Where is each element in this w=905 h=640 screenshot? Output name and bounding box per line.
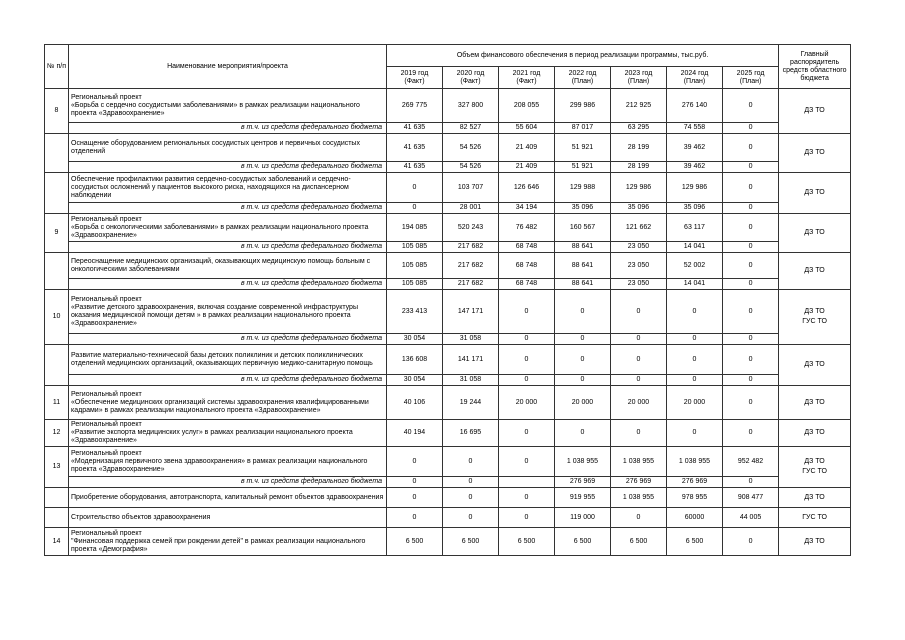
item-name-heading: Региональный проект [71, 93, 142, 101]
distributor-name: ДЗ ТО [804, 398, 825, 406]
federal-value-cell: 28 001 [443, 203, 499, 214]
value-cell: 0 [723, 528, 779, 556]
value-cell: 0 [387, 447, 443, 477]
federal-value-cell: 74 558 [667, 123, 723, 134]
value-cell: 299 986 [555, 89, 611, 123]
item-name-text: Развитие материально-технической базы детских поликлиник и детских поликлинических отделений медицинских организаций, оказывающих первичную медико-санитарную помощь [71, 351, 373, 367]
federal-value-cell: 39 462 [667, 162, 723, 173]
value-cell: 978 955 [667, 488, 723, 508]
federal-value-cell: 34 194 [499, 203, 555, 214]
distributor-name: ДЗ ТО [804, 189, 825, 196]
distributor-cell [779, 89, 851, 134]
row-number [45, 488, 69, 508]
federal-value-cell: 51 921 [555, 162, 611, 173]
item-name-heading: Региональный проект [71, 449, 142, 457]
item-name [69, 508, 387, 528]
item-name [69, 447, 387, 477]
item-name-text: «Обеспечение медицинских организаций системы здравоохранения квалифицированными кадрами» в рамках реализации национального проекта «Здравоохранение» [71, 398, 369, 414]
value-cell: 28 199 [611, 134, 667, 162]
value-cell: 19 244 [443, 386, 499, 420]
value-cell: 76 482 [499, 214, 555, 242]
value-cell: 0 [723, 253, 779, 279]
header-year-label: 2024 год [680, 69, 709, 77]
federal-value-cell: 28 199 [611, 162, 667, 173]
value-cell: 6 500 [387, 528, 443, 556]
distributor-name: ДЗ ТО [804, 267, 825, 274]
value-cell: 51 921 [555, 134, 611, 162]
federal-budget-label: в т.ч. из средств федерального бюджета [69, 375, 387, 386]
value-cell: 20 000 [499, 386, 555, 420]
item-name-heading: Региональный проект [71, 390, 142, 398]
value-cell: 60000 [667, 508, 723, 528]
value-cell: 0 [387, 173, 443, 203]
header-year-type: (План) [683, 77, 706, 85]
header-distributor: Главный распорядитель средств областного бюджета [779, 45, 851, 89]
federal-budget-label: в т.ч. из средств федерального бюджета [69, 477, 387, 488]
value-cell: 44 005 [723, 508, 779, 528]
value-cell: 0 [723, 386, 779, 420]
federal-value-cell: 31 058 [443, 375, 499, 386]
item-name [69, 214, 387, 242]
value-cell: 0 [611, 420, 667, 447]
distributor-cell [779, 447, 851, 488]
header-year [443, 67, 499, 89]
distributor-name: ГУС ТО [802, 318, 827, 325]
value-cell: 63 117 [667, 214, 723, 242]
value-cell: 0 [499, 488, 555, 508]
table-row [45, 89, 851, 123]
value-cell: 21 409 [499, 134, 555, 162]
value-cell: 41 635 [387, 134, 443, 162]
federal-value-cell: 0 [611, 375, 667, 386]
header-year-label: 2025 год [736, 69, 765, 77]
distributor-cell [779, 420, 851, 447]
row-number: 8 [45, 89, 69, 134]
row-number: 10 [45, 290, 69, 345]
item-name-text: Оснащение оборудованием региональных сосудистых центров и первичных сосудистых отделений [71, 139, 360, 155]
header-no: № п/п [45, 45, 69, 89]
federal-value-cell: 276 969 [611, 477, 667, 488]
federal-row [45, 334, 851, 345]
header-year-label: 2020 год [456, 69, 485, 77]
row-number: 12 [45, 420, 69, 447]
federal-value-cell: 35 096 [555, 203, 611, 214]
header-year [555, 67, 611, 89]
value-cell: 20 000 [611, 386, 667, 420]
federal-budget-label: в т.ч. из средств федерального бюджета [69, 334, 387, 345]
federal-budget-label: в т.ч. из средств федерального бюджета [69, 203, 387, 214]
row-number [45, 508, 69, 528]
distributor-cell [779, 386, 851, 420]
value-cell: 6 500 [555, 528, 611, 556]
federal-value-cell: 217 682 [443, 279, 499, 290]
federal-value-cell: 23 050 [611, 242, 667, 253]
value-cell: 0 [499, 447, 555, 477]
federal-value-cell: 88 641 [555, 279, 611, 290]
row-number [45, 345, 69, 386]
header-year-label: 2023 год [624, 69, 653, 77]
federal-value-cell [499, 477, 555, 488]
distributor-name: ДЗ ТО [804, 229, 825, 236]
header-year-type: (План) [739, 77, 762, 85]
value-cell: 217 682 [443, 253, 499, 279]
value-cell: 0 [667, 420, 723, 447]
header-year-type: (Факт) [460, 77, 481, 85]
item-name [69, 528, 387, 556]
value-cell: 68 748 [499, 253, 555, 279]
federal-value-cell: 35 096 [611, 203, 667, 214]
value-cell: 194 085 [387, 214, 443, 242]
header-volume: Объем финансового обеспечения в период реализации программы, тыс.руб. [387, 45, 779, 67]
value-cell: 269 775 [387, 89, 443, 123]
federal-value-cell: 30 054 [387, 375, 443, 386]
item-name-text: Обеспечение профилактики развития сердечно-сосудистых заболеваний и сердечно-сосудистых осложнений у пациентов высокого риска, находящихся на диспансерном наблюдении [71, 175, 351, 199]
distributor-cell [779, 214, 851, 253]
federal-budget-label: в т.ч. из средств федерального бюджета [69, 279, 387, 290]
value-cell: 0 [723, 345, 779, 375]
table-row [45, 290, 851, 334]
value-cell: 88 641 [555, 253, 611, 279]
value-cell: 0 [387, 488, 443, 508]
value-cell: 0 [723, 173, 779, 203]
federal-value-cell: 0 [723, 242, 779, 253]
header-year [611, 67, 667, 89]
federal-value-cell: 68 748 [499, 279, 555, 290]
federal-value-cell: 87 017 [555, 123, 611, 134]
table-row [45, 134, 851, 162]
table-row [45, 528, 851, 556]
value-cell: 52 002 [667, 253, 723, 279]
value-cell: 0 [723, 420, 779, 447]
value-cell: 0 [611, 508, 667, 528]
value-cell: 0 [723, 290, 779, 334]
item-name-text: «Модернизация первичного звена здравоохранения» в рамках реализации национального проекта «Здравоохранение» [71, 457, 368, 473]
item-name [69, 134, 387, 162]
federal-value-cell: 35 096 [667, 203, 723, 214]
federal-value-cell: 0 [443, 477, 499, 488]
federal-value-cell: 41 635 [387, 123, 443, 134]
distributor-name: ДЗ ТО [804, 493, 825, 501]
item-name-text: «Развитие детского здравоохранения, включая создание современной инфраструктуры оказания медицинской помощи детям » в рамках реализации национального проекта «Здравоохранение» [71, 303, 358, 327]
federal-value-cell: 14 041 [667, 279, 723, 290]
value-cell: 6 500 [499, 528, 555, 556]
table-row [45, 214, 851, 242]
distributor-name: ДЗ ТО [804, 361, 825, 368]
value-cell: 0 [667, 345, 723, 375]
value-cell: 0 [387, 508, 443, 528]
item-name-text: "Финансовая поддержка семей при рождении детей" в рамках реализации национального проекта «Демография» [71, 537, 366, 553]
federal-row [45, 279, 851, 290]
value-cell: 0 [499, 420, 555, 447]
federal-value-cell: 105 085 [387, 242, 443, 253]
value-cell: 160 567 [555, 214, 611, 242]
row-number [45, 173, 69, 214]
federal-value-cell: 105 085 [387, 279, 443, 290]
value-cell: 103 707 [443, 173, 499, 203]
table-row [45, 345, 851, 375]
value-cell: 20 000 [555, 386, 611, 420]
header-year [723, 67, 779, 89]
item-name-heading: Региональный проект [71, 215, 142, 223]
value-cell: 233 413 [387, 290, 443, 334]
value-cell: 126 646 [499, 173, 555, 203]
value-cell: 40 194 [387, 420, 443, 447]
table-row [45, 508, 851, 528]
header-name: Наименование мероприятия/проекта [69, 45, 387, 89]
financing-table [44, 44, 851, 556]
distributor-name: ДЗ ТО [804, 537, 825, 545]
item-name-text: «Борьба с сердечно сосудистыми заболеваниями» в рамках реализации национального проекта «Здравоохранение» [71, 101, 360, 117]
federal-value-cell: 88 641 [555, 242, 611, 253]
federal-row [45, 203, 851, 214]
value-cell: 1 038 955 [611, 447, 667, 477]
federal-budget-label: в т.ч. из средств федерального бюджета [69, 123, 387, 134]
value-cell: 20 000 [667, 386, 723, 420]
value-cell: 0 [499, 508, 555, 528]
item-name-text: «Борьба с онкологическими заболеваниями» в рамках реализации национального проекта «Здравоохранение» [71, 223, 369, 239]
row-number: 13 [45, 447, 69, 488]
value-cell: 136 608 [387, 345, 443, 375]
item-name [69, 386, 387, 420]
table-row [45, 386, 851, 420]
federal-value-cell: 0 [723, 162, 779, 173]
distributor-name: ГУС ТО [802, 468, 827, 475]
value-cell: 327 800 [443, 89, 499, 123]
distributor-name: ДЗ ТО [804, 149, 825, 156]
value-cell: 16 695 [443, 420, 499, 447]
value-cell: 121 662 [611, 214, 667, 242]
federal-value-cell: 0 [723, 375, 779, 386]
federal-value-cell: 31 058 [443, 334, 499, 345]
federal-value-cell: 0 [387, 203, 443, 214]
row-number [45, 253, 69, 290]
header-year-label: 2019 год [400, 69, 429, 77]
header-year [499, 67, 555, 89]
federal-value-cell: 0 [723, 334, 779, 345]
row-number: 14 [45, 528, 69, 556]
value-cell: 0 [499, 345, 555, 375]
value-cell: 0 [443, 488, 499, 508]
value-cell: 1 038 955 [555, 447, 611, 477]
row-number: 9 [45, 214, 69, 253]
federal-value-cell: 0 [387, 477, 443, 488]
value-cell: 0 [723, 214, 779, 242]
distributor-cell [779, 345, 851, 386]
value-cell: 6 500 [667, 528, 723, 556]
value-cell: 0 [555, 290, 611, 334]
item-name-heading: Региональный проект [71, 295, 142, 303]
value-cell: 39 462 [667, 134, 723, 162]
item-name [69, 345, 387, 375]
federal-value-cell: 63 295 [611, 123, 667, 134]
federal-row [45, 123, 851, 134]
distributor-cell [779, 290, 851, 345]
distributor-cell [779, 508, 851, 528]
distributor-cell [779, 488, 851, 508]
header-year-type: (План) [627, 77, 650, 85]
federal-row [45, 375, 851, 386]
federal-value-cell: 217 682 [443, 242, 499, 253]
federal-row [45, 477, 851, 488]
federal-value-cell: 0 [499, 375, 555, 386]
federal-value-cell: 0 [611, 334, 667, 345]
value-cell: 520 243 [443, 214, 499, 242]
distributor-name: ДЗ ТО [804, 429, 825, 436]
value-cell: 0 [667, 290, 723, 334]
federal-value-cell: 0 [723, 477, 779, 488]
value-cell: 40 106 [387, 386, 443, 420]
table-row [45, 420, 851, 447]
item-name [69, 488, 387, 508]
item-name [69, 290, 387, 334]
value-cell: 0 [611, 290, 667, 334]
value-cell: 6 500 [611, 528, 667, 556]
table-row [45, 253, 851, 279]
table-row [45, 447, 851, 477]
value-cell: 0 [723, 134, 779, 162]
federal-budget-label: в т.ч. из средств федерального бюджета [69, 162, 387, 173]
item-name [69, 420, 387, 447]
header-year-label: 2021 год [512, 69, 541, 77]
federal-value-cell: 82 527 [443, 123, 499, 134]
value-cell: 54 526 [443, 134, 499, 162]
value-cell: 141 171 [443, 345, 499, 375]
value-cell: 952 482 [723, 447, 779, 477]
distributor-cell [779, 134, 851, 173]
value-cell: 212 925 [611, 89, 667, 123]
header-year [667, 67, 723, 89]
value-cell: 276 140 [667, 89, 723, 123]
value-cell: 908 477 [723, 488, 779, 508]
header-year-type: (Факт) [516, 77, 537, 85]
federal-value-cell: 55 604 [499, 123, 555, 134]
distributor-name: ДЗ ТО [804, 107, 825, 114]
federal-value-cell: 0 [667, 334, 723, 345]
item-name [69, 173, 387, 203]
table-row [45, 488, 851, 508]
item-name-text: Строительство объектов здравоохранения [71, 513, 211, 521]
row-number: 11 [45, 386, 69, 420]
item-name-text: «Развитие экспорта медицинских услуг» в рамках реализации национального проекта «Здравоохранение» [71, 429, 353, 444]
value-cell: 0 [443, 508, 499, 528]
table-row [45, 173, 851, 203]
value-cell: 208 055 [499, 89, 555, 123]
value-cell: 119 000 [555, 508, 611, 528]
federal-value-cell: 68 748 [499, 242, 555, 253]
federal-value-cell: 0 [555, 375, 611, 386]
header-year-label: 2022 год [568, 69, 597, 77]
header-year [387, 67, 443, 89]
federal-value-cell: 30 054 [387, 334, 443, 345]
value-cell: 0 [611, 345, 667, 375]
distributor-cell [779, 253, 851, 290]
header-year-type: (План) [571, 77, 594, 85]
value-cell: 23 050 [611, 253, 667, 279]
value-cell: 129 988 [555, 173, 611, 203]
item-name [69, 253, 387, 279]
item-name-heading: Региональный проект [71, 529, 142, 537]
distributor-name: ДЗ ТО [804, 308, 825, 315]
value-cell: 0 [499, 290, 555, 334]
value-cell: 1 038 955 [611, 488, 667, 508]
federal-value-cell: 0 [723, 203, 779, 214]
federal-row [45, 162, 851, 173]
header-year-type: (Факт) [404, 77, 425, 85]
federal-value-cell: 23 050 [611, 279, 667, 290]
federal-value-cell: 0 [667, 375, 723, 386]
value-cell: 0 [555, 345, 611, 375]
federal-value-cell: 0 [555, 334, 611, 345]
item-name-text: Переоснащение медицинских организаций, оказывающих медицинскую помощь больным с онкологическими заболеваниями [71, 257, 371, 273]
federal-value-cell: 0 [723, 279, 779, 290]
value-cell: 0 [555, 420, 611, 447]
federal-value-cell: 0 [723, 123, 779, 134]
item-name [69, 89, 387, 123]
federal-row [45, 242, 851, 253]
value-cell: 147 171 [443, 290, 499, 334]
federal-budget-label: в т.ч. из средств федерального бюджета [69, 242, 387, 253]
row-number [45, 134, 69, 173]
value-cell: 0 [723, 89, 779, 123]
federal-value-cell: 21 409 [499, 162, 555, 173]
value-cell: 105 085 [387, 253, 443, 279]
value-cell: 129 986 [667, 173, 723, 203]
distributor-cell [779, 528, 851, 556]
value-cell: 129 986 [611, 173, 667, 203]
item-name-text: Приобретение оборудования, автотранспорта, капитальный ремонт объектов здравоохранения [71, 493, 384, 501]
distributor-cell [779, 173, 851, 214]
federal-value-cell: 0 [499, 334, 555, 345]
value-cell: 6 500 [443, 528, 499, 556]
federal-value-cell: 54 526 [443, 162, 499, 173]
federal-value-cell: 276 969 [667, 477, 723, 488]
federal-value-cell: 276 969 [555, 477, 611, 488]
table-body [45, 89, 851, 556]
distributor-name: ГУС ТО [802, 513, 827, 521]
item-name-heading: Региональный проект [71, 421, 142, 428]
distributor-name: ДЗ ТО [804, 458, 825, 465]
value-cell: 1 038 955 [667, 447, 723, 477]
value-cell: 0 [443, 447, 499, 477]
federal-value-cell: 14 041 [667, 242, 723, 253]
federal-value-cell: 41 635 [387, 162, 443, 173]
value-cell: 919 955 [555, 488, 611, 508]
